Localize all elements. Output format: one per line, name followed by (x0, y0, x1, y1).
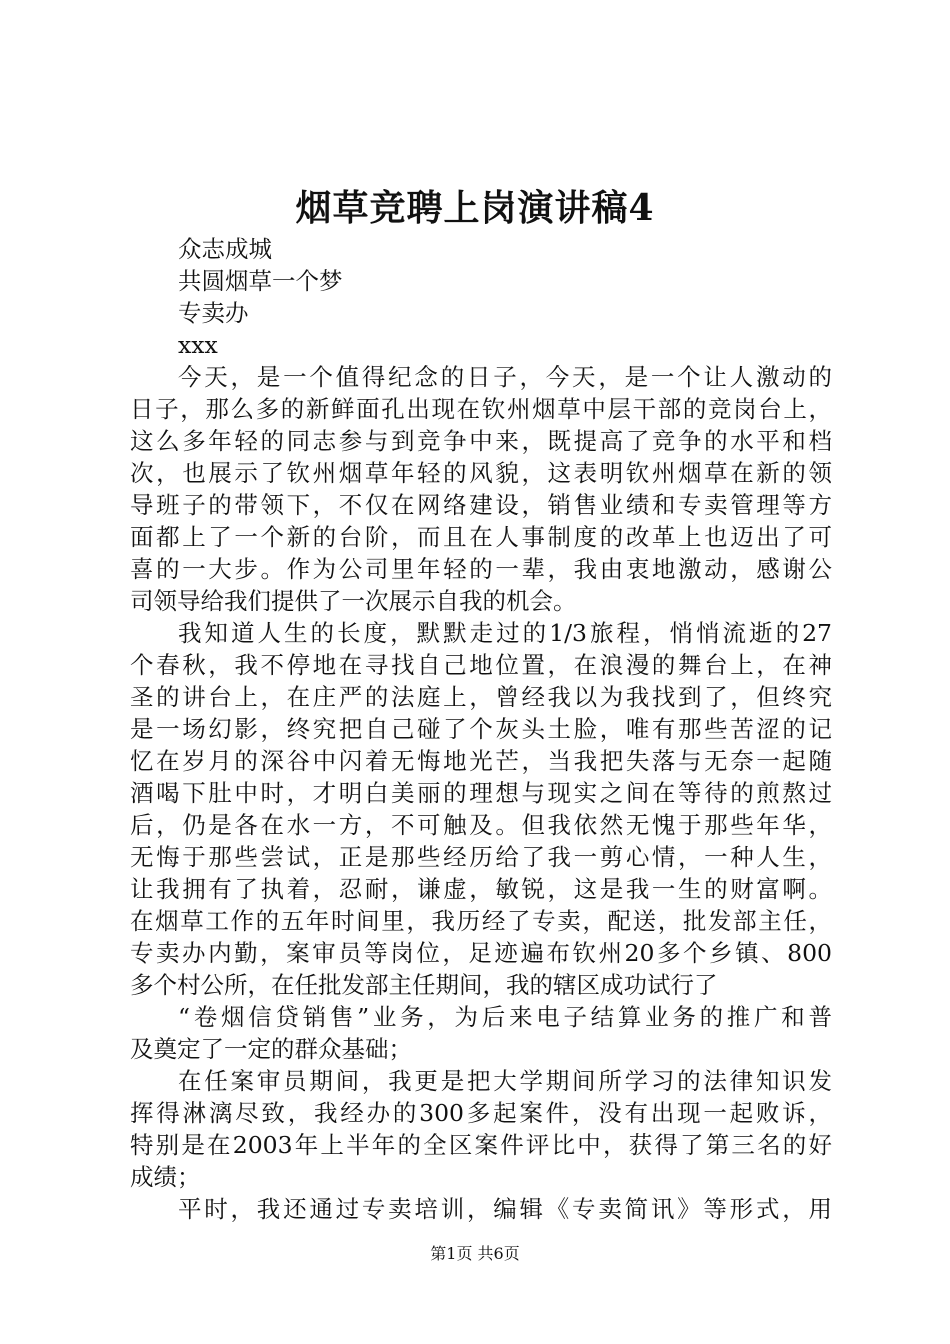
body-line: 今天，是一个值得纪念的日子，今天，是一个让人激动的 (178, 363, 832, 391)
body-line: 多个村公所，在任批发部主任期间，我的辖区成功试行了 (130, 971, 718, 999)
body-line: 司领导给我们提供了一次展示自我的机会。 (130, 587, 577, 615)
body-line: 众志成城 (178, 235, 272, 263)
body-line: 日子，那么多的新鲜面孔出现在钦州烟草中层干部的竞岗台上， (130, 395, 832, 423)
body-line: “卷烟信贷销售”业务，为后来电子结算业务的推广和普 (178, 1003, 832, 1031)
body-line: 在任案审员期间，我更是把大学期间所学习的法律知识发 (178, 1067, 832, 1095)
body-line: 次，也展示了钦州烟草年轻的风貌，这表明钦州烟草在新的领 (130, 459, 832, 487)
body-line: 喜的一大步。作为公司里年轻的一辈，我由衷地激动，感谢公 (130, 555, 832, 583)
document-title: 烟草竞聘上岗演讲稿4 (295, 187, 655, 229)
body-line: 个春秋，我不停地在寻找自己地位置，在浪漫的舞台上，在神 (130, 651, 832, 679)
body-line: 面都上了一个新的台阶，而且在人事制度的改革上也迈出了可 (130, 523, 832, 551)
body-line: 酒喝下肚中时，才明白美丽的理想与现实之间在等待的煎熬过 (130, 779, 832, 807)
body-line: 后，仍是各在水一方，不可触及。但我依然无愧于那些年华， (130, 811, 832, 839)
body-line: 是一场幻影，终究把自己碰了个灰头土脸，唯有那些苦涩的记 (130, 715, 832, 743)
body-line: 圣的讲台上，在庄严的法庭上，曾经我以为我找到了，但终究 (130, 683, 832, 711)
body-line: xxx (178, 331, 218, 359)
body-line: 共圆烟草一个梦 (178, 267, 343, 295)
body-line: 无悔于那些尝试，正是那些经历给了我一剪心情，一种人生， (130, 843, 832, 871)
body-line: 平时，我还通过专卖培训，编辑《专卖简讯》等形式，用 (178, 1195, 832, 1223)
document-body (130, 233, 832, 1225)
body-line: 专卖办 (178, 299, 249, 327)
body-line: 让我拥有了执着，忍耐，谦虚，敏锐，这是我一生的财富啊。 (130, 875, 832, 903)
body-line: 这么多年轻的同志参与到竞争中来，既提高了竞争的水平和档 (130, 427, 832, 455)
body-line: 成绩； (130, 1163, 201, 1191)
body-line: 及奠定了一定的群众基础； (130, 1035, 412, 1063)
page-footer: 第1页 共6页 (430, 1244, 520, 1263)
body-line: 在烟草工作的五年时间里，我历经了专卖，配送，批发部主任， (130, 907, 832, 935)
body-line: 特别是在2003年上半年的全区案件评比中，获得了第三名的好 (130, 1131, 832, 1159)
body-line: 专卖办内勤，案审员等岗位，足迹遍布钦州20多个乡镇、800 (130, 939, 832, 967)
body-line: 挥得淋漓尽致，我经办的300多起案件，没有出现一起败诉， (130, 1099, 832, 1127)
body-line: 我知道人生的长度，默默走过的1/3旅程，悄悄流逝的27 (178, 619, 832, 647)
body-line: 忆在岁月的深谷中闪着无悔地光芒，当我把失落与无奈一起随 (130, 747, 832, 775)
body-line: 导班子的带领下，不仅在网络建设，销售业绩和专卖管理等方 (130, 491, 832, 519)
